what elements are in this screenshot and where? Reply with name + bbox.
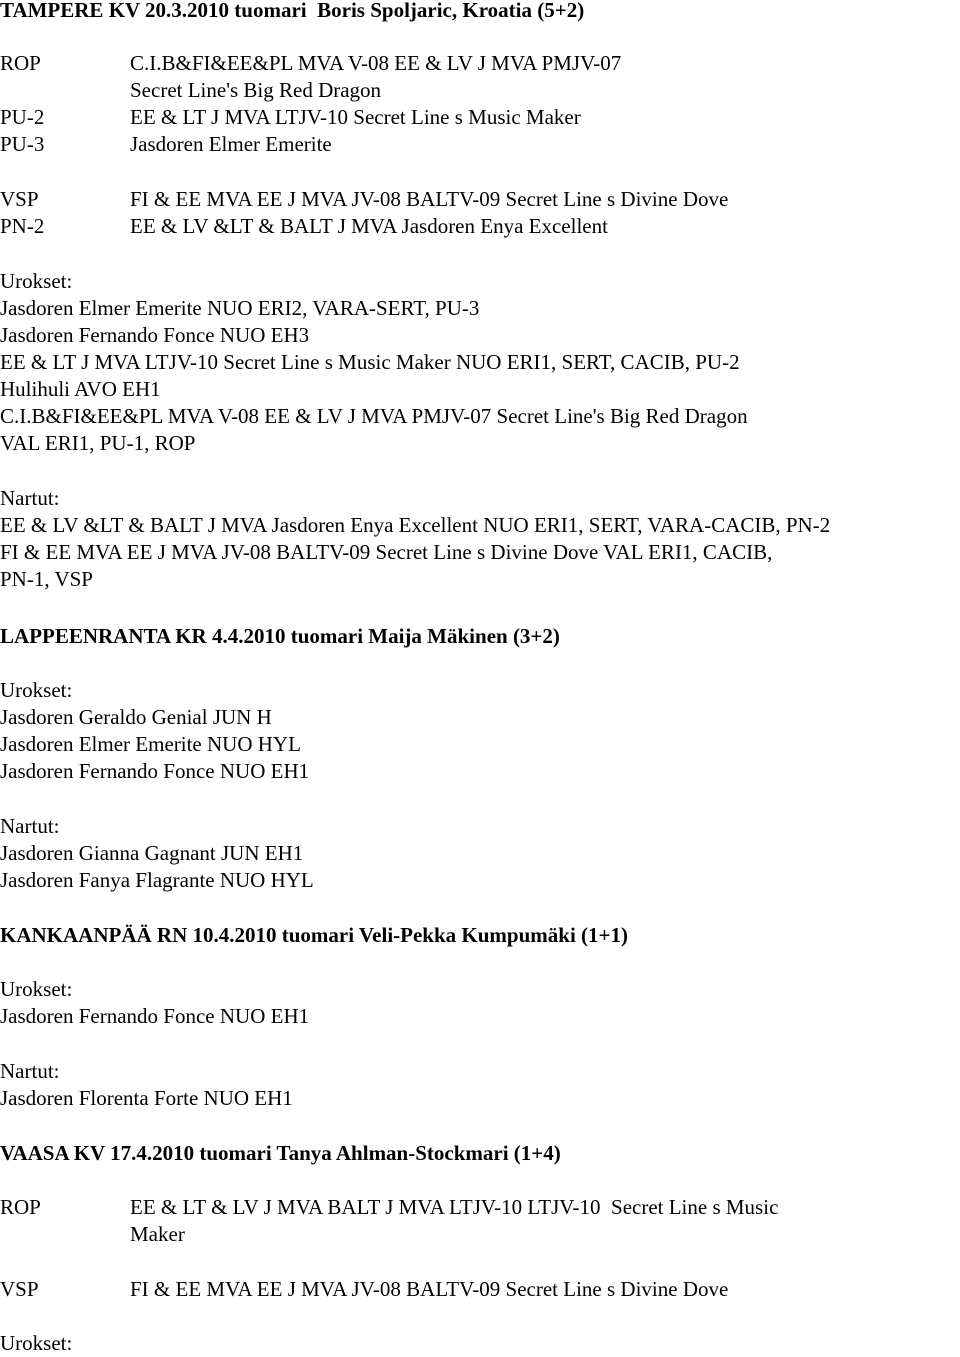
list-item: Jasdoren Fanya Flagrante NUO HYL — [0, 868, 314, 892]
list-item: Jasdoren Fernando Fonce NUO EH3 — [0, 323, 310, 347]
list-item: Hulihuli AVO EH1 — [0, 377, 161, 401]
award-label-rop: ROP — [0, 1195, 41, 1219]
females-label: Nartut: — [0, 1059, 60, 1083]
award-value-vsp: FI & EE MVA EE J MVA JV-08 BALTV-09 Secret Line s Divine Dove — [130, 187, 729, 211]
list-item: Jasdoren Gianna Gagnant JUN EH1 — [0, 841, 304, 865]
award-value-rop-line1: C.I.B&FI&EE&PL MVA V-08 EE & LV J MVA PMJV-07 — [130, 51, 622, 75]
award-label-vsp: VSP — [0, 187, 39, 211]
list-item: EE & LV &LT & BALT J MVA Jasdoren Enya Excellent NUO ERI1, SERT, VARA-CACIB, PN-2 — [0, 513, 831, 537]
list-item: PN-1, VSP — [0, 567, 93, 591]
section-heading-tampere: TAMPERE KV 20.3.2010 tuomari Boris Spoljaric, Kroatia (5+2) — [0, 0, 585, 22]
section-heading-kankaanpaa: KANKAANPÄÄ RN 10.4.2010 tuomari Veli-Pekka Kumpumäki (1+1) — [0, 923, 628, 947]
award-value-pu3: Jasdoren Elmer Emerite — [130, 132, 332, 156]
males-label: Urokset: — [0, 678, 73, 702]
list-item: Jasdoren Elmer Emerite NUO HYL — [0, 732, 301, 756]
list-item: C.I.B&FI&EE&PL MVA V-08 EE & LV J MVA PMJV-07 Secret Line's Big Red Dragon — [0, 404, 748, 428]
section-heading-vaasa: VAASA KV 17.4.2010 tuomari Tanya Ahlman-Stockmari (1+4) — [0, 1141, 561, 1165]
females-label: Nartut: — [0, 814, 60, 838]
award-label-pn2: PN-2 — [0, 214, 45, 238]
section-heading-lappeenranta: LAPPEENRANTA KR 4.4.2010 tuomari Maija Mäkinen (3+2) — [0, 624, 560, 648]
award-label-pu3: PU-3 — [0, 132, 45, 156]
females-label: Nartut: — [0, 486, 60, 510]
award-value-vsp: FI & EE MVA EE J MVA JV-08 BALTV-09 Secret Line s Divine Dove — [130, 1277, 729, 1301]
award-label-vsp: VSP — [0, 1277, 39, 1301]
list-item: EE & LT J MVA LTJV-10 Secret Line s Music Maker NUO ERI1, SERT, CACIB, PU-2 — [0, 350, 740, 374]
males-label: Urokset: — [0, 977, 73, 1001]
list-item: Jasdoren Geraldo Genial JUN H — [0, 705, 272, 729]
list-item: VAL ERI1, PU-1, ROP — [0, 431, 196, 455]
males-label: Urokset: — [0, 269, 73, 293]
award-value-rop-line1: EE & LT & LV J MVA BALT J MVA LTJV-10 LTJV-10 Secret Line s Music — [130, 1195, 779, 1219]
award-value-pu2: EE & LT J MVA LTJV-10 Secret Line s Music Maker — [130, 105, 581, 129]
list-item: Jasdoren Elmer Emerite NUO ERI2, VARA-SERT, PU-3 — [0, 296, 480, 320]
award-label-pu2: PU-2 — [0, 105, 45, 129]
list-item: Jasdoren Fernando Fonce NUO EH1 — [0, 1004, 310, 1028]
award-label-rop: ROP — [0, 51, 41, 75]
award-value-rop-line2: Secret Line's Big Red Dragon — [130, 78, 382, 102]
award-value-rop-line2: Maker — [130, 1222, 185, 1246]
list-item: Jasdoren Fernando Fonce NUO EH1 — [0, 759, 310, 783]
list-item: FI & EE MVA EE J MVA JV-08 BALTV-09 Secret Line s Divine Dove VAL ERI1, CACIB, — [0, 540, 773, 564]
males-label: Urokset: — [0, 1331, 73, 1355]
award-value-pn2: EE & LV &LT & BALT J MVA Jasdoren Enya Excellent — [130, 214, 608, 238]
list-item: Jasdoren Florenta Forte NUO EH1 — [0, 1086, 293, 1110]
